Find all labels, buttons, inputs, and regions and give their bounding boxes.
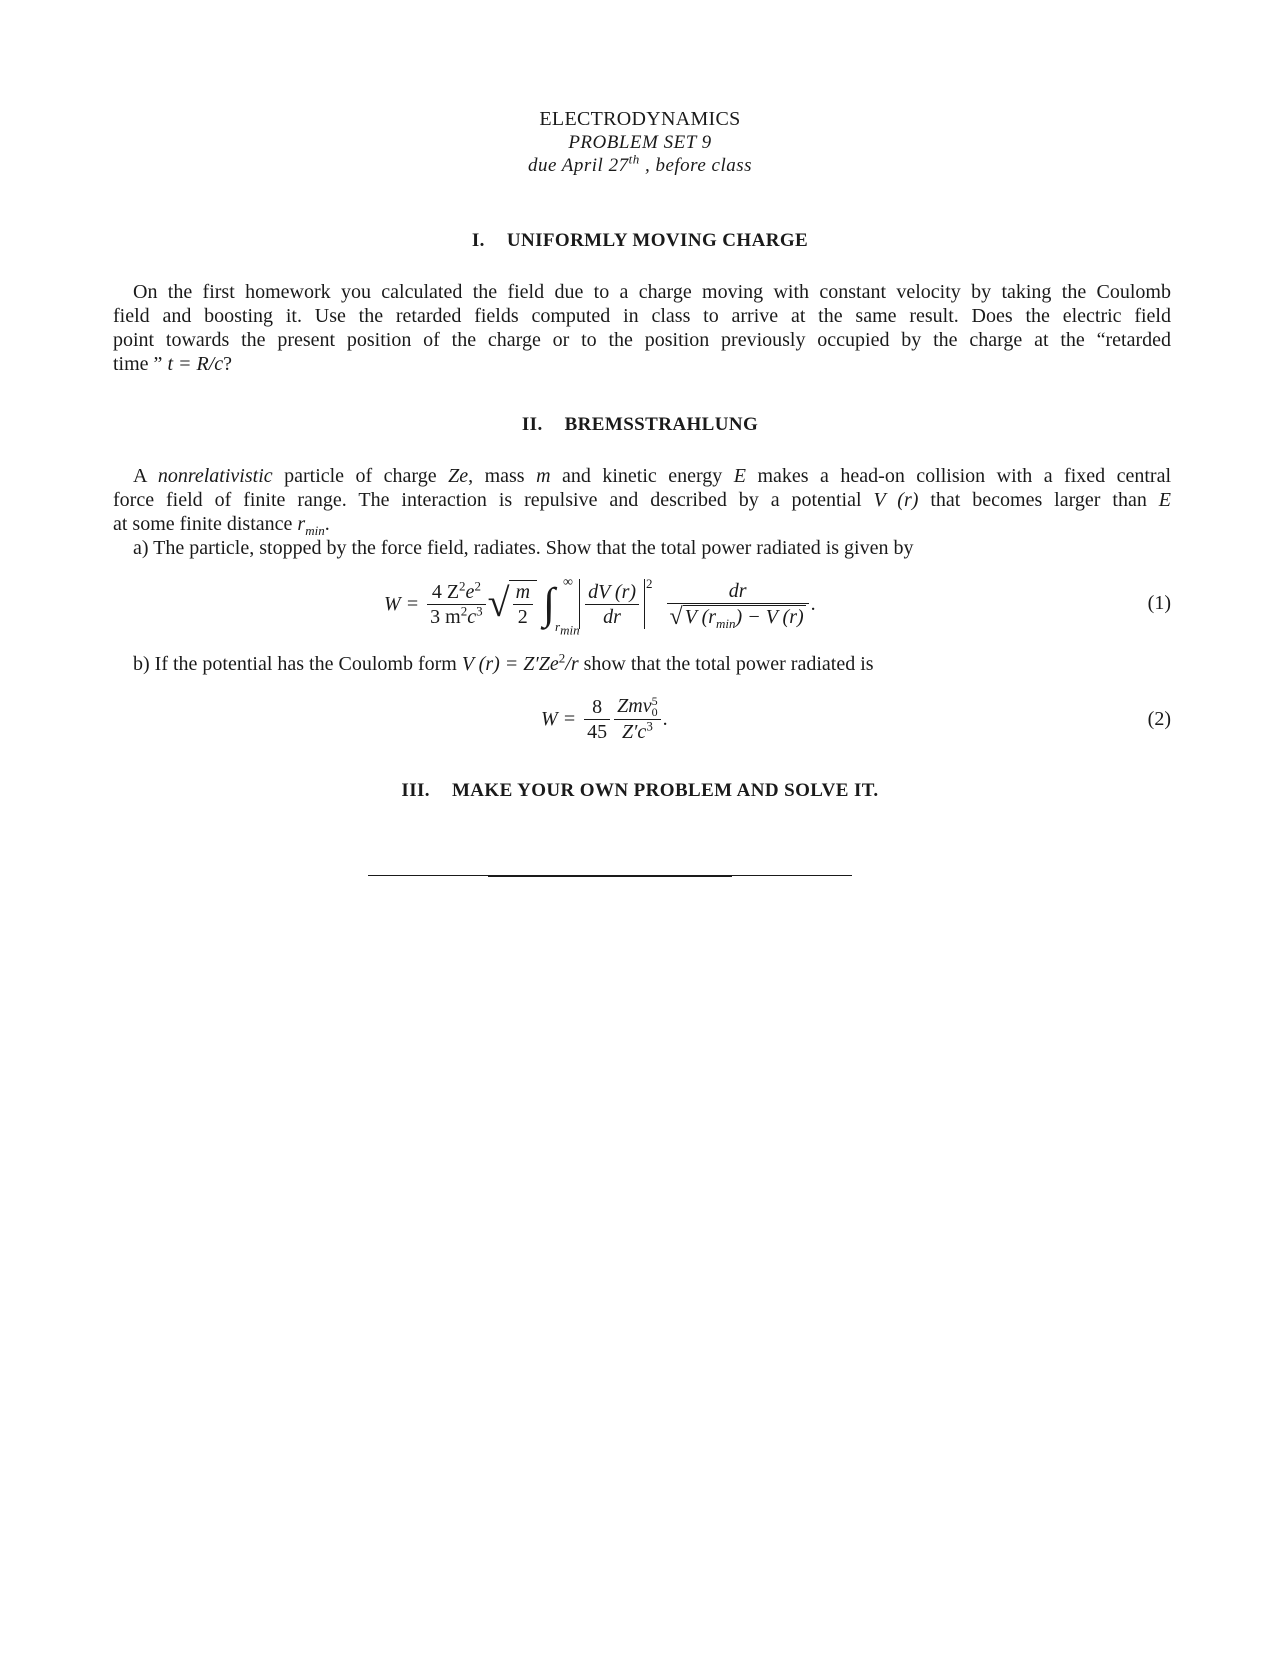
document-header [0, 108, 1280, 177]
eq1-fraction-dr: dr √ V $(r_{min}) - V$ (r) [667, 580, 809, 629]
section-1-heading [0, 230, 1280, 252]
equation-2: W = $\frac{8}{45}$ Zmv 5 0 $Z'c^3$ . [541, 694, 668, 744]
eq1-sqrt: √ $\frac{m}{2}$ [488, 580, 537, 628]
equation-2-number: (2) [1147, 708, 1171, 730]
eq2-fraction-variables: Zmv 5 0 $Z'c^3$ [614, 695, 660, 743]
course-title: ELECTRODYNAMICS [539, 108, 741, 130]
section-2-heading [0, 414, 1280, 436]
section-2-title: BREMSSTRAHLUNG [564, 414, 759, 435]
section-2-number: II. [521, 414, 543, 435]
section-3-heading [0, 780, 1280, 802]
eq2-fraction-constant: $\frac{8}{45}$ [584, 696, 610, 743]
section-3-number: III. [401, 780, 430, 801]
part-b-text: b) If the potential has the Coulomb form V $(r) = Z'Ze^2/r$ show that the total power radiated is [133, 650, 874, 675]
section-3-title: MAKE YOUR OWN PROBLEM AND SOLVE IT. [451, 780, 879, 801]
eq1-integral: ∫ ∞ $r_{min}$ [543, 575, 580, 638]
eq1-abs-derivative: $\frac{dV (r)}{dr}$ [579, 579, 645, 629]
equation-1: W = $\frac{4 Z^2e^2}{3 m^2c^3}$ √ $\frac{m}{2}$ ∫ ∞ $r_{min}$ $\frac{dV (r)}{dr}$ 2 dr √ V $(r_{min}) - V$ (r) . [384, 575, 816, 638]
due-date: due April 27th , before class [527, 151, 753, 176]
equation-1-number: (1) [1147, 592, 1171, 614]
closing-rule-center [488, 875, 732, 877]
section-1-paragraph: On the first homework you calculated the field due to a charge moving with constant velocity by taking the Coulomb field and boosting it. Use the retarded fields computed in class to arrive at the same result. Does the electric field point towards the present position of the charge or to the position previously occupied by the charge at the “retarded time ” t = R/c? [113, 281, 1171, 375]
problem-set-label: PROBLEM SET 9 [568, 132, 712, 153]
section-1-number: I. [471, 230, 485, 251]
part-a-text: a) The particle, stopped by the force field, radiates. Show that the total power radiated is given by [133, 537, 914, 559]
section-2-paragraph: A nonrelativistic particle of charge Ze, mass m and kinetic energy E makes a head-on collision with a fixed central force field of finite range. The interaction is repulsive and described by a potential V (r) that becomes larger than E at some finite distance $r_{min}$. a) The particle, stopped by the force field, radiates. Show that the total power radiated is given by [113, 465, 1172, 559]
section-1-title: UNIFORMLY MOVING CHARGE [506, 230, 809, 251]
eq1-fraction-constants: $\frac{4 Z^2e^2}{3 m^2c^3}$ [427, 581, 485, 628]
